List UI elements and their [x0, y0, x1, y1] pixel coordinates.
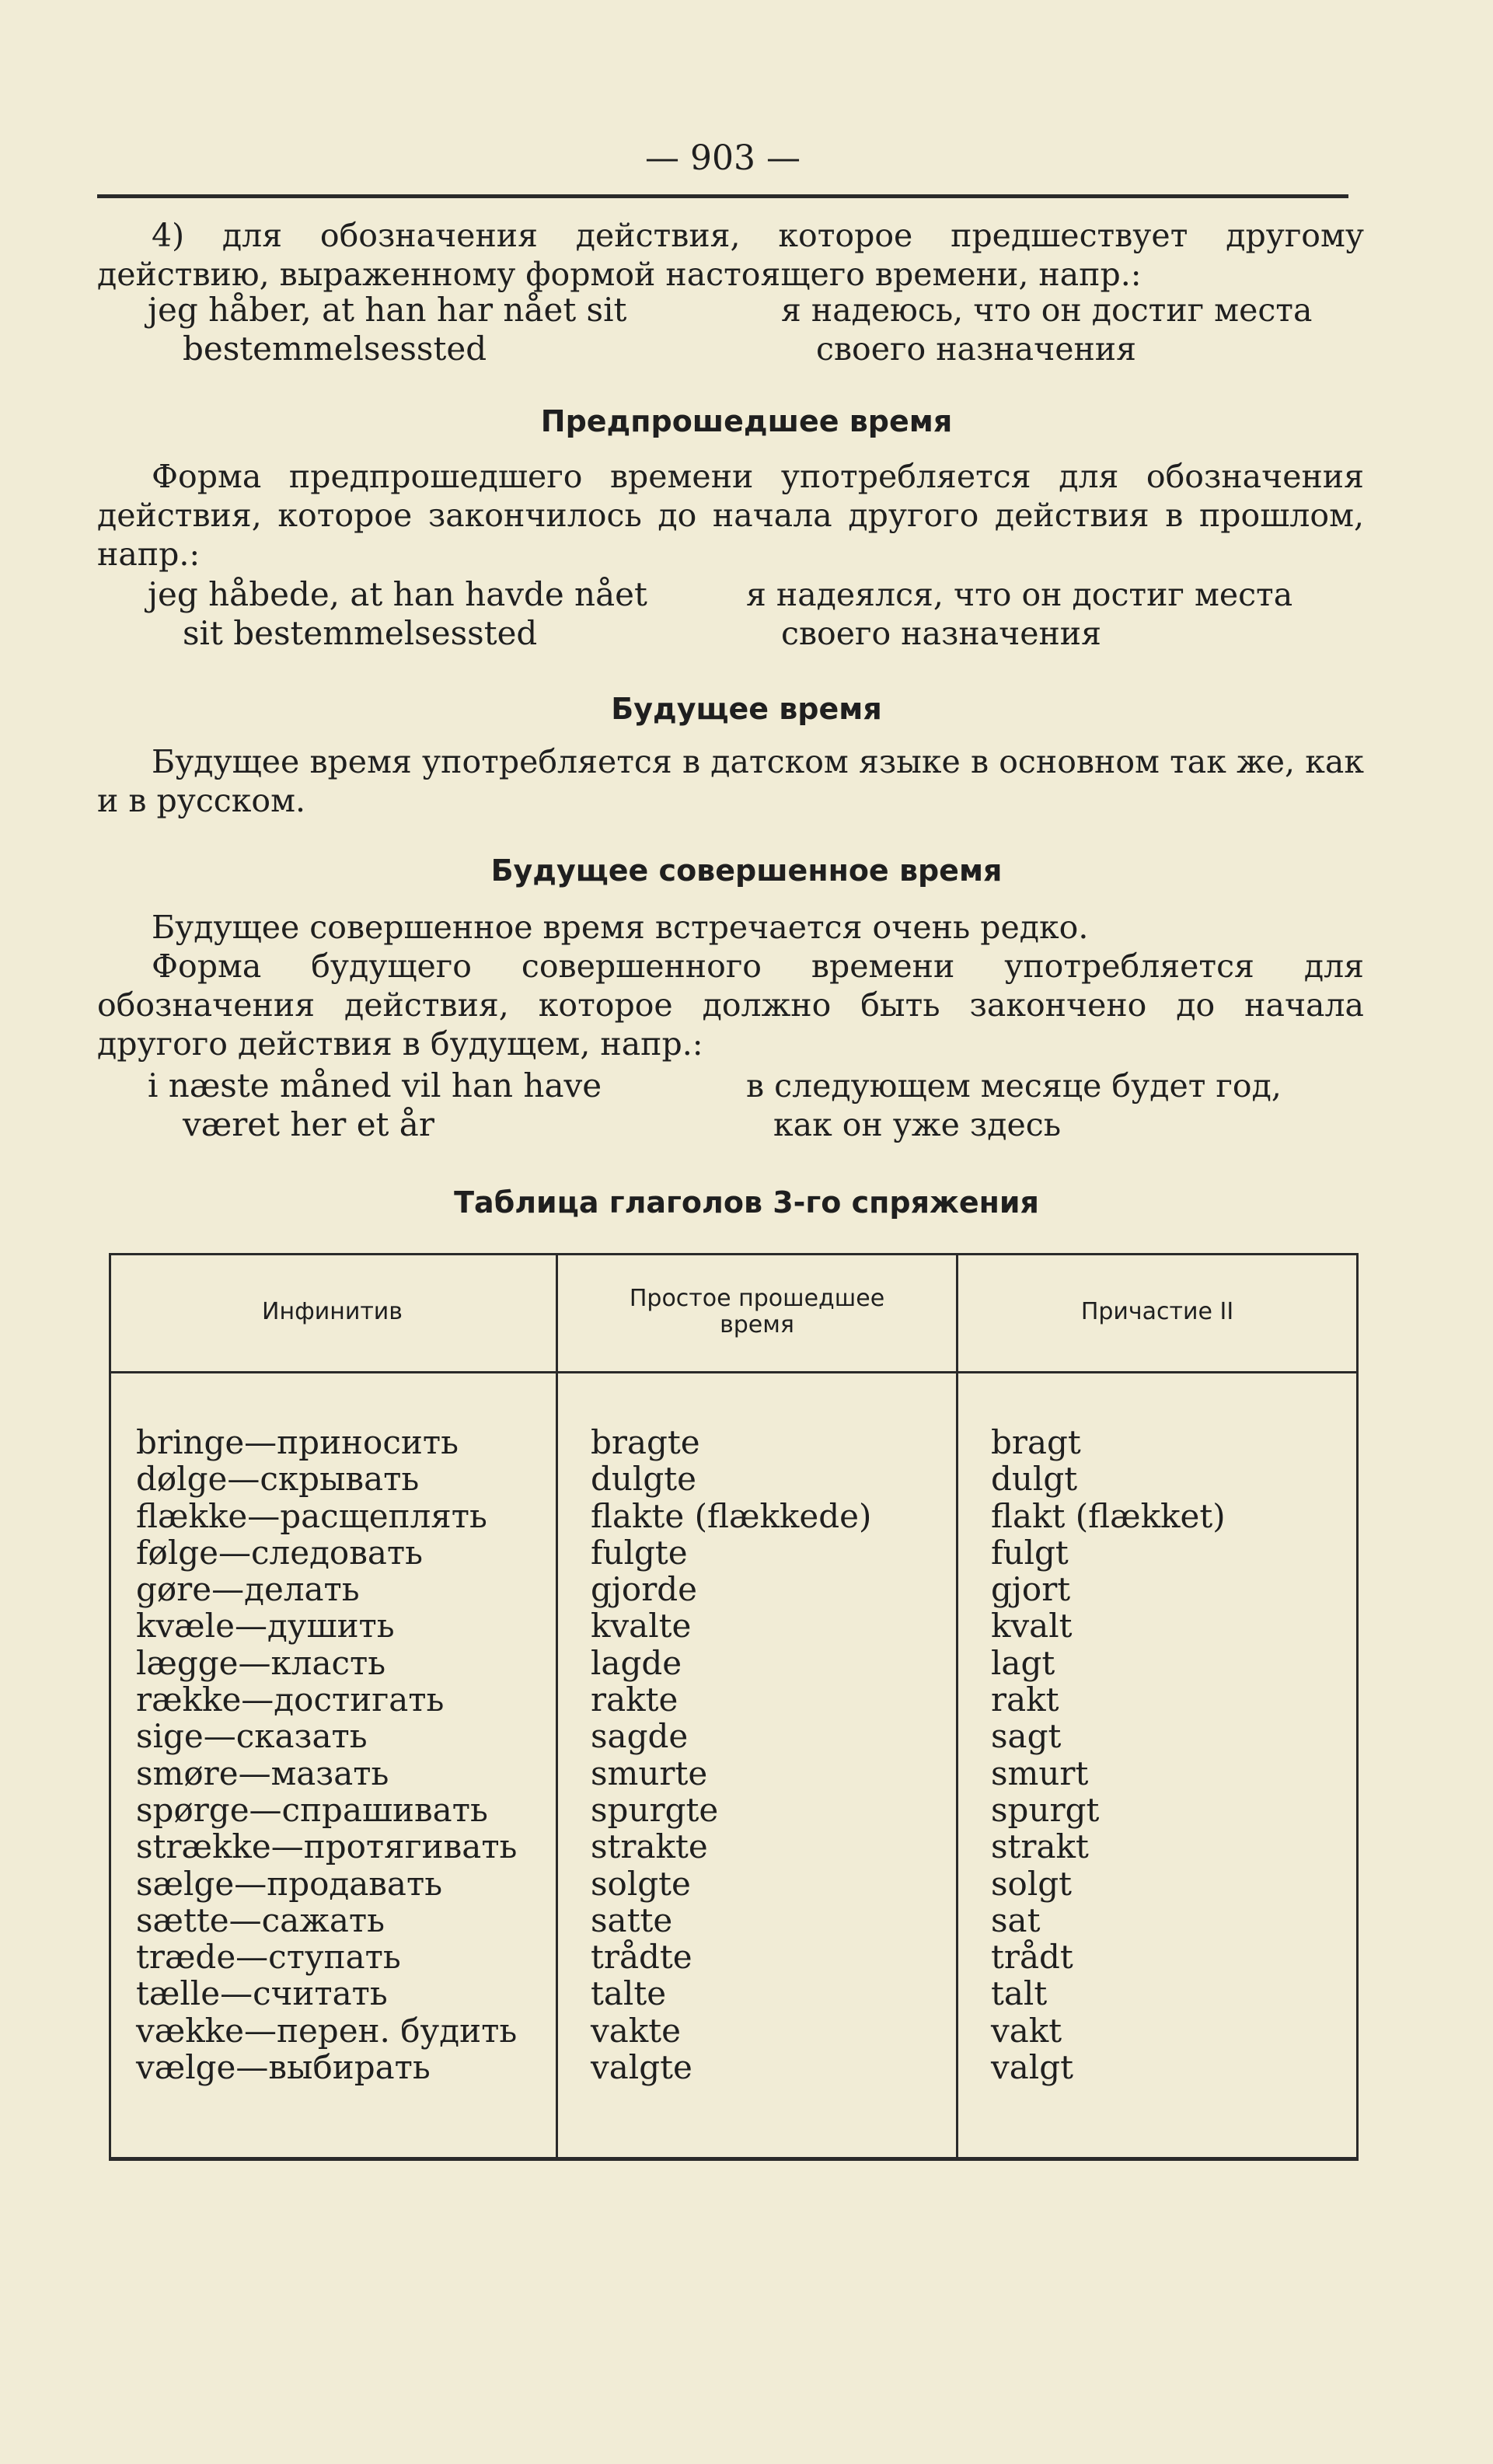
table-cell-past: trådte — [591, 1938, 692, 1977]
example-line: я надеюсь, что он достиг места — [781, 291, 1313, 329]
table-cell-participle: smurt — [991, 1754, 1089, 1792]
example-line: været her et år — [183, 1105, 434, 1143]
pluperfect-example-norwegian — [148, 575, 647, 653]
table-cell-infinitive: lægge—класть — [136, 1643, 386, 1682]
table-cell-participle: solgt — [991, 1864, 1073, 1903]
example-line: jeg håbede, at han havde nået — [148, 575, 647, 613]
table-cell-participle: sagt — [991, 1717, 1062, 1756]
table-cell-past: spurgte — [591, 1790, 719, 1829]
table-cell-past: sagde — [591, 1717, 689, 1756]
table-cell-past: gjorde — [591, 1570, 698, 1609]
table-cell-infinitive: flække—расщеплять — [136, 1496, 487, 1535]
example-line: своего назначения — [781, 615, 1101, 652]
table-cell-past: talte — [591, 1974, 667, 2013]
table-cell-participle: kvalt — [991, 1607, 1073, 1646]
table-border-right — [1356, 1253, 1359, 2161]
header-rule — [97, 194, 1348, 198]
table-cell-past: dulgte — [591, 1460, 696, 1499]
table-cell-participle: talt — [991, 1974, 1048, 2013]
table-cell-participle: spurgt — [991, 1790, 1100, 1829]
pluperfect-paragraph: Форма предпрошедшего времени употребляется для обозначения действия, которое закончилось до начала другого действия в прошлом, напр.: — [97, 458, 1364, 573]
table-column-divider — [956, 1253, 958, 2161]
future-perfect-example-russian — [746, 1066, 1282, 1144]
verb-table — [109, 1253, 1359, 2161]
table-cell-participle: sat — [991, 1900, 1041, 1939]
table-cell-infinitive: følge—следовать — [136, 1533, 423, 1572]
table-cell-infinitive: vække—перен. будить — [136, 2011, 518, 2050]
future-perfect-example-norwegian — [148, 1066, 602, 1144]
table-cell-participle: trådt — [991, 1938, 1073, 1977]
table-cell-past: satte — [591, 1900, 673, 1939]
table-cell-past: rakte — [591, 1680, 678, 1719]
pluperfect-example-russian — [746, 575, 1292, 653]
table-cell-participle: lagt — [991, 1643, 1055, 1682]
table-cell-participle: bragt — [991, 1423, 1081, 1461]
table-cell-participle: gjort — [991, 1570, 1071, 1609]
table-cell-past: lagde — [591, 1643, 682, 1682]
table-cell-infinitive: række—достигать — [136, 1680, 445, 1719]
table-cell-infinitive: dølge—скрывать — [136, 1460, 420, 1499]
table-cell-infinitive: tælle—считать — [136, 1974, 388, 2013]
table-cell-participle: strakt — [991, 1827, 1089, 1866]
table-cell-infinitive: sætte—сажать — [136, 1900, 385, 1939]
column-participle — [991, 1424, 1226, 2085]
table-cell-infinitive: kvæle—душить — [136, 1607, 395, 1646]
table-cell-infinitive: træde—ступать — [136, 1938, 401, 1977]
table-cell-infinitive: sige—сказать — [136, 1717, 368, 1756]
table-cell-participle: fulgt — [991, 1533, 1069, 1572]
table-column-divider — [556, 1253, 558, 2161]
column-header-past: Простое прошедшее время — [629, 1285, 885, 1338]
table-cell-participle: flakt (flækket) — [991, 1496, 1226, 1535]
example-line: jeg håber, at han har nået sit — [148, 291, 627, 329]
example-line: в следующем месяце будет год, — [746, 1067, 1282, 1105]
table-cell-infinitive: smøre—мазать — [136, 1754, 389, 1792]
table-cell-past: solgte — [591, 1864, 691, 1903]
example-line: как он уже здесь — [773, 1106, 1062, 1143]
page-number: — 903 — — [645, 138, 801, 178]
future-perfect-paragraph-1: Будущее совершенное время встречается очень редко. — [152, 909, 1089, 946]
table-cell-infinitive: vælge—выбирать — [136, 2048, 431, 2087]
table-cell-past: bragte — [591, 1423, 700, 1461]
table-cell-past: kvalte — [591, 1607, 692, 1646]
table-bottom-rule — [109, 2157, 1359, 2161]
column-infinitive — [136, 1424, 517, 2085]
column-past — [591, 1424, 871, 2085]
column-header-participle: Причастие II — [1080, 1298, 1234, 1325]
table-cell-infinitive: sælge—продавать — [136, 1864, 443, 1903]
future-perfect-paragraph-2: Форма будущего совершенного времени употребляется для обозначения действия, которое должно быть закончено до начала другого действия в будущем, напр.: — [97, 948, 1364, 1063]
example-line: sit bestemmelsessted — [183, 614, 538, 652]
table-cell-past: smurte — [591, 1754, 708, 1792]
table-cell-past: valgte — [591, 2048, 692, 2087]
table-cell-participle: valgt — [991, 2048, 1073, 2087]
table-cell-past: fulgte — [591, 1533, 688, 1572]
section-heading-future-perfect: Будущее совершенное время — [490, 853, 1003, 888]
table-cell-past: flakte (flækkede) — [591, 1496, 872, 1535]
table-cell-past: strakte — [591, 1827, 708, 1866]
intro-paragraph: 4) для обозначения действия, которое предшествует другому действию, выраженному формой настоящего времени, напр.: — [97, 217, 1364, 293]
intro-example-norwegian — [148, 291, 626, 368]
table-cell-infinitive: strække—протягивать — [136, 1827, 518, 1866]
column-header-infinitive: Инфинитив — [262, 1298, 403, 1325]
table-cell-participle: dulgt — [991, 1460, 1078, 1499]
section-heading-pluperfect: Предпрошедшее время — [540, 404, 953, 438]
example-line: bestemmelsessted — [183, 330, 487, 368]
table-cell-infinitive: spørge—спрашивать — [136, 1790, 488, 1829]
future-paragraph: Будущее время употребляется в датском языке в основном так же, как и в русском. — [97, 743, 1364, 819]
table-border-left — [109, 1253, 111, 2161]
table-cell-infinitive: gøre—делать — [136, 1570, 360, 1609]
table-header-rule — [109, 1371, 1359, 1373]
table-title: Таблица глаголов 3-го спряжения — [454, 1185, 1039, 1220]
table-cell-participle: rakt — [991, 1680, 1059, 1719]
table-cell-past: vakte — [591, 2011, 681, 2050]
table-cell-infinitive: bringe—приносить — [136, 1423, 459, 1461]
example-line: я надеялся, что он достиг места — [746, 576, 1293, 613]
section-heading-future: Будущее время — [611, 692, 882, 726]
table-cell-participle: vakt — [991, 2011, 1062, 2050]
intro-example-russian — [781, 291, 1312, 368]
example-line: i næste måned vil han have — [148, 1066, 602, 1105]
example-line: своего назначения — [816, 330, 1136, 368]
